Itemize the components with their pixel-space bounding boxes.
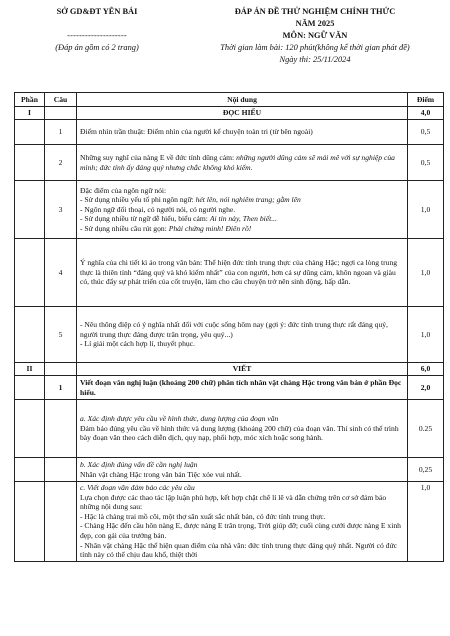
answer-text: Những suy nghĩ của nàng E về đức tính dũng cảm: [80,152,237,162]
answer-line [80,224,404,234]
header-phan: Phần [15,93,45,107]
question-number: 1 [45,376,77,400]
answer-line: - Ngôn ngữ đối thoại, có người nói, có người nghe. [80,204,236,214]
criterion-line: - Hặc là chàng trai mồ côi, một thợ săn xuất sắc nhất bản, có đức tính trung thực. [80,511,326,521]
answer-quote: hét lên, nói nghiêm trang; gằm lên [195,195,301,205]
answer-line [80,214,404,224]
answer-text: - Sử dụng nhiều yếu tố phi ngôn ngữ: [80,195,196,205]
answer-content [77,145,408,181]
question-number: 3 [45,181,77,239]
table-row [15,376,444,400]
question-number: 4 [45,239,77,307]
criterion-text: Lựa chọn được các thao tác lập luận phù hợp, kết hợp chặt chẽ lí lẽ và dẫn chứng trên cơ sở đảm bảo những nội dung sau: [80,492,387,512]
criterion-title: a. Xác định được yêu cầu về hình thức, dung lượng của đoạn văn [80,414,279,424]
criterion-title: b. Xác định đúng vấn đề cần nghị luận [80,459,198,469]
question-number: 1 [45,120,77,145]
department-name: SỞ GD&ĐT YÊN BÁI [56,7,138,16]
answer-score: 1,0 [408,482,444,562]
table-row [15,307,444,363]
table-row [15,482,444,562]
section-title: ĐỌC HIỂU [77,107,408,120]
answer-intro: Đặc điểm của ngôn ngữ nói: [80,185,167,195]
answer-score: 0,5 [408,145,444,181]
table-row [15,458,444,482]
answer-content [77,400,408,458]
header-diem: Điểm [408,93,444,107]
section-title: VIẾT [77,363,408,376]
answer-score: 0,5 [408,120,444,145]
pages-note: (Đáp án gồm có 2 trang) [55,43,139,52]
table-row [15,120,444,145]
section-score: 6,0 [408,363,444,376]
criterion-line: - Nhân vật chàng Hặc thể hiện quan điểm của nhà văn: đức tính trung thực đáng quý nhất. Người có đức tính này có thể chịu đau khổ, thiệt thời [80,540,397,560]
table-row [15,239,444,307]
subject-label: MÔN: NGỮ VĂN [282,31,348,40]
exam-date: Ngày thi: 25/11/2024 [279,55,351,64]
answer-content: Ý nghĩa của chi tiết kì ảo trong văn bản: Thể hiện đức tính trung thực của chàng Hặc; ngợi ca lòng trung thực là thiên tính “đáng quý và khó kiếm nhất” của con người, hơn cả sự dũng cảm, khôn ngoan và giàu có, thúc đẩy sự phát triển của cốt truyện, làm cho câu chuyện trở nên sinh động, hấp dẫn. [77,239,408,307]
header-noidung: Nội dung [77,93,408,107]
header-left [14,6,180,54]
answer-line [80,195,404,205]
answer-score: 1,0 [408,239,444,307]
criterion-text: Nhân vật chàng Hặc trong văn bản Tiệc xóe vui nhất. [80,469,242,479]
section-row-writing [15,363,444,376]
section-number: II [15,363,45,376]
criterion-title: c. Viết đoạn văn đảm bảo các yêu cầu [80,483,195,492]
answer-text: - Sử dụng nhiều từ ngữ dễ hiểu, biểu cảm: [80,214,210,224]
criterion-line: - Chàng Hặc đến cầu hôn nàng E, được nàng E trân trọng, Trời giúp đỡ; cuối cùng cưới được nàng E xinh đẹp, con gái của trưởng bản. [80,521,401,540]
answer-line: - Nêu thông điệp có ý nghĩa nhất đối với cuộc sống hôm nay (gợi ý: đức tính trung thực rất đáng quý, người trung thực đáng được trân trọng, yêu quý...) [80,320,388,339]
answer-quote: Phải chứng minh! Điên rồ! [168,223,252,233]
answer-score: 1,0 [408,181,444,239]
criterion-text: Đảm bảo đúng yêu cầu về hình thức và dung lượng (khoảng 200 chữ) của đoạn văn. Thí sinh có thể trình bày đoạn văn theo cách diễn dịch, quy nạp, phối hợp, móc xích hoặc song hành. [80,423,399,443]
table-row [15,400,444,458]
divider-dashes: -------------------- [67,31,127,40]
answer-line: - Lí giải một cách hợp lí, thuyết phục. [80,339,195,349]
section-row-reading [15,107,444,120]
section-score: 4,0 [408,107,444,120]
header-right [184,6,446,66]
answer-table [14,92,444,562]
answer-content [77,181,408,239]
answer-score: 0.25 [408,400,444,458]
writing-prompt: Viết đoạn văn nghị luận (khoảng 200 chữ) phân tích nhân vật chàng Hặc trong văn bản ở phần Đọc hiểu. [77,376,408,400]
answer-score: 1,0 [408,307,444,363]
doc-title-line1: ĐÁP ÁN ĐỀ THỬ NGHIỆM CHÍNH THỨC [234,7,396,16]
answer-score: 2,0 [408,376,444,400]
question-number: 2 [45,145,77,181]
answer-content: Điểm nhìn trần thuật: Điểm nhìn của người kể chuyện toàn tri (từ bên ngoài) [77,120,408,145]
question-number: 5 [45,307,77,363]
section-number: I [15,107,45,120]
table-header-row [15,93,444,107]
exam-time: Thời gian làm bài: 120 phút(không kể thời gian phát đề) [220,43,410,52]
answer-text: - Sử dụng nhiều câu rút gọn: [80,223,169,233]
table-row [15,145,444,181]
table-row [15,181,444,239]
answer-content [77,458,408,482]
answer-content [77,307,408,363]
answer-quote: những người dũng cảm sẽ mải mê với sự nghiệp của mình; đức tính ấy đáng quý nhưng chắc không khó kiếm. [80,152,395,172]
answer-score: 0,25 [408,458,444,482]
doc-title-line2: NĂM 2025 [295,19,335,28]
answer-content [77,482,408,562]
header-cau: Câu [45,93,77,107]
answer-quote: Ai tin này, Then biết... [209,214,277,224]
